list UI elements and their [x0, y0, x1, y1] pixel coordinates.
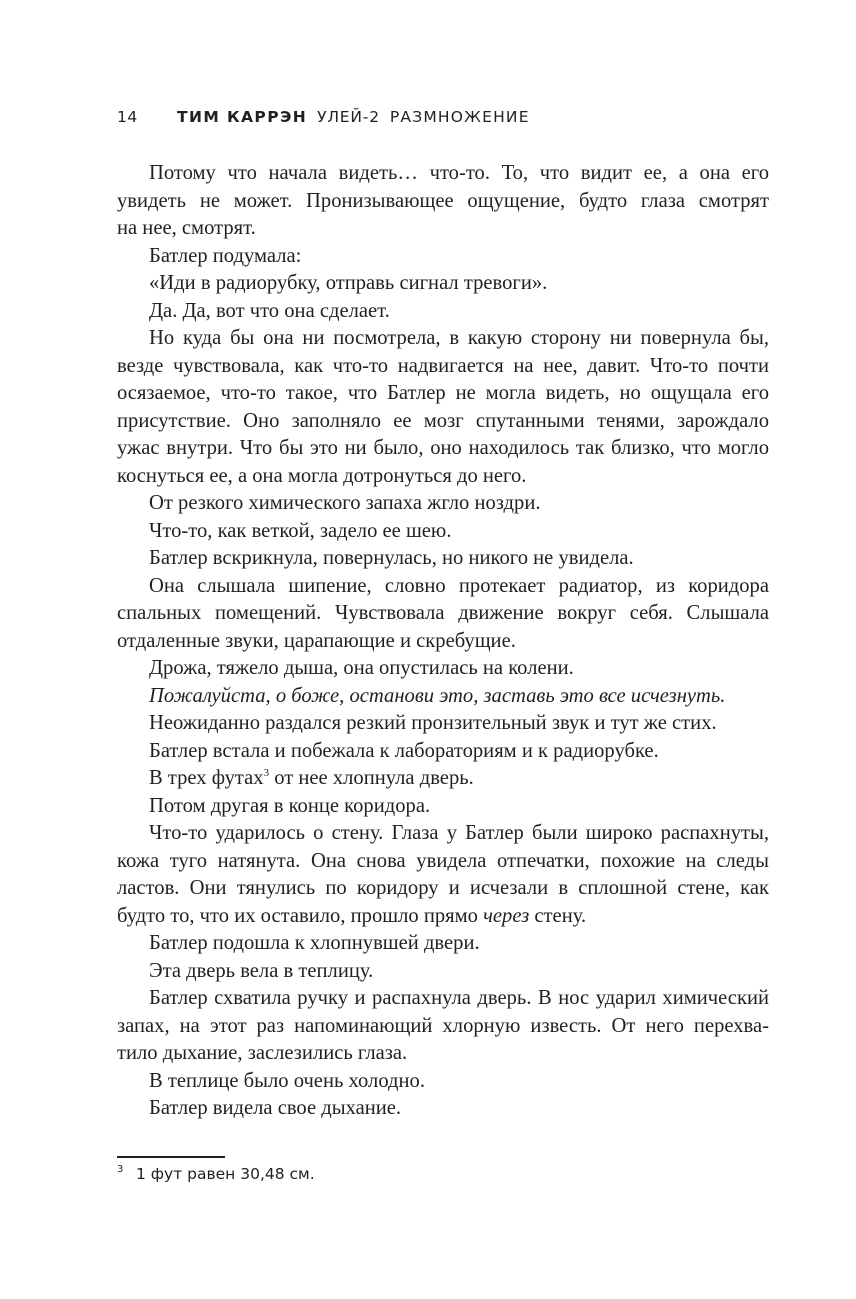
text-line: Батлер вскрикнула, повернулась, но никого не увидела. — [149, 547, 634, 569]
line-part: стену. — [529, 904, 587, 927]
text-line: присутствие. Оно заполняло ее мозг спутанными тенями, зарождало — [117, 409, 769, 432]
running-head — [117, 106, 530, 128]
text-line: Батлер подошла к хлопнувшей двери. — [149, 932, 480, 954]
text-line: Батлер подумала: — [149, 244, 302, 267]
text-line: кожа туго натянута. Она снова увидела отпечатки, похожие на следы — [117, 849, 769, 872]
text-line: «Иди в радиорубку, отправь сигнал тревоги». — [149, 272, 548, 294]
text-line: осязаемое, что-то такое, что Батлер не могла видеть, но ощущала его — [117, 382, 769, 404]
text-line: Батлер встала и побежала к лабораториям и к радиорубке. — [149, 739, 659, 762]
text-line: Да. Да, вот что она сделает. — [149, 299, 390, 322]
text-line: на нее, смотрят. — [117, 217, 256, 239]
text-line: Батлер видела свое дыхание. — [149, 1097, 402, 1119]
text-line: коснуться ее, а она могла дотронуться до него. — [117, 464, 527, 487]
header-series: УЛЕЙ-2 — [317, 108, 380, 126]
line-part: В трех футах — [149, 767, 264, 789]
text-line: Она слышала шипение, словно протекает радиатор, из коридора — [149, 574, 769, 597]
italic-line: Пожалуйста, о боже, останови это, заставь это все исчезнуть. — [149, 684, 726, 707]
text-line-with-emphasis — [117, 903, 769, 931]
footnote-divider — [117, 1156, 225, 1158]
text-line: Неожиданно раздался резкий пронзительный звук и тут же стих. — [149, 712, 717, 734]
footnote: 3 1 фут равен 30,48 см. — [117, 1164, 315, 1183]
text-line: спальных помещений. Чувствовала движение вокруг себя. Слышала — [117, 602, 769, 624]
text-line: везде чувствовала, как что-то надвигается на нее, давит. Что-то почти — [117, 354, 769, 377]
header-author: ТИМ КАРРЭН — [177, 108, 308, 126]
text-line: ластов. Они тянулись по коридору и исчезали в сплошной стене, как — [117, 877, 769, 899]
text-line: Батлер схватила ручку и распахнула дверь. В нос ударил химический — [149, 987, 769, 1009]
line-part: от нее хлопнула дверь. — [269, 767, 474, 789]
footnote-reference: 3 — [263, 767, 270, 779]
text-line: От резкого химического запаха жгло ноздри. — [149, 492, 541, 514]
emphasis: через — [483, 904, 530, 927]
text-line: Эта дверь вела в теплицу. — [149, 959, 374, 982]
text-line: запах, на этот раз напоминающий хлорную известь. От него перехва- — [117, 1014, 769, 1037]
text-line: В теплице было очень холодно. — [149, 1069, 425, 1092]
text-line: Потому что начала видеть… что-то. То, что видит ее, а она его — [149, 162, 769, 184]
page-number: 14 — [117, 108, 138, 126]
text-line: Потом другая в конце коридора. — [149, 794, 431, 817]
text-line: увидеть не может. Пронизывающее ощущение, будто глаза смотрят — [117, 189, 769, 212]
text-line: Но куда бы она ни посмотрела, в какую сторону ни повернула бы, — [149, 327, 769, 349]
text-line-with-footnote — [117, 765, 769, 793]
footnote-text: 1 фут равен 30,48 см. — [136, 1165, 315, 1183]
text-line: Что-то, как веткой, задело ее шею. — [149, 519, 452, 542]
body-text — [117, 160, 769, 1123]
text-line: ужас внутри. Что бы это ни было, оно находилось так близко, что могло — [117, 437, 769, 459]
text-line: Что-то ударилось о стену. Глаза у Батлер были широко распахнуты, — [149, 822, 769, 844]
text-line: отдаленные звуки, царапающие и скребущие. — [117, 629, 516, 652]
line-part: будто то, что их оставило, прошло прямо — [117, 904, 484, 927]
header-subtitle: РАЗМНОЖЕНИЕ — [389, 108, 530, 126]
text-line: Дрожа, тяжело дыша, она опустилась на колени. — [149, 657, 574, 679]
text-line: тило дыхание, заслезились глаза. — [117, 1042, 408, 1064]
